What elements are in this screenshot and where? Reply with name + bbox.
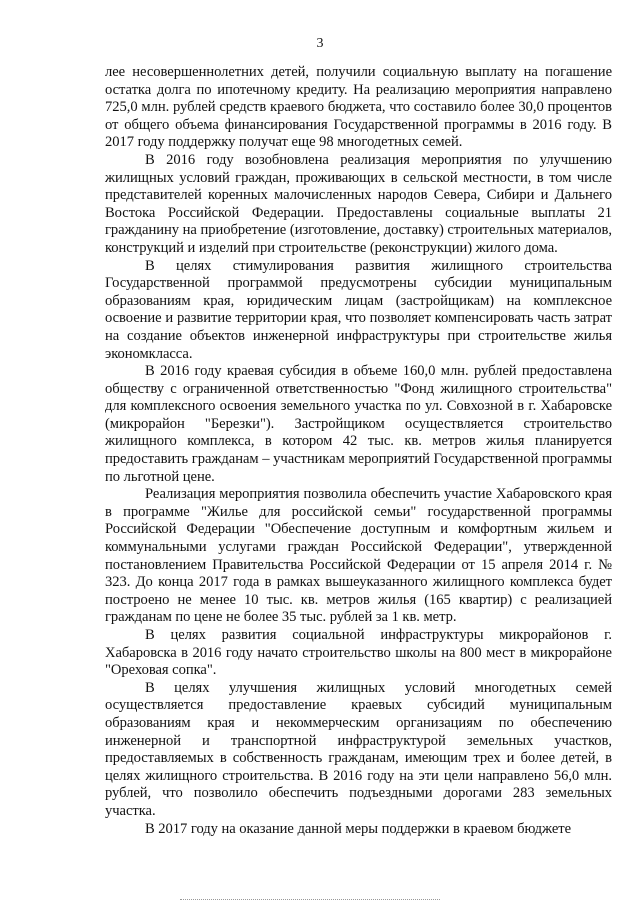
paragraph-rural-housing: В 2016 году возобновлена реализация мероприятия по улучшению жилищных условий граждан, проживающих в сельской местности, в том числе представителей коренных малочисленных народов Севера, Сибири и Дальнего Востока Российской Федерации. Предоставлены социальные выплаты 21 гражданину на приобретение (изготовление, доставку) строительных материалов, конструкций и изделий при строительстве (реконструкции) жилого дома. <box>105 151 612 256</box>
paragraph-large-families-infrastructure: В целях улучшения жилищных условий многодетных семей осуществляется предоставление краевых субсидий муниципальным образованиям края и некоммерческим организациям по обеспечению инженерной и транспортной инфраструктурой земельных участков, предоставляемых в собственность гражданам, имеющим трех и более детей, в целях жилищного строительства. В 2016 году на эти цели направлено 56,0 млн. рублей, что позволило обеспечить подъездными дорогами 283 земельных участка. <box>105 679 612 819</box>
paragraph-program-participation: Реализация мероприятия позволила обеспечить участие Хабаровского края в программе "Жилье для российской семьи" государственной программы Российской Федерации "Обеспечение доступным и комфортным жильем и коммунальными услугами граждан Российской Федерации", утвержденной постановлением Правительства Российской Федерации от 15 апреля 2014 г. № 323. До конца 2017 года в рамках вышеуказанного жилищного комплекса будет построено не менее 10 тыс. кв. метров жилья (165 квартир) с реализацией гражданам по цене не более 35 тыс. рублей за 1 кв. метр. <box>105 486 612 626</box>
paragraph-2017-budget: В 2017 году на оказание данной меры поддержки в краевом бюджете <box>145 820 571 837</box>
paragraph-continuation: лее несовершеннолетних детей, получили социальную выплату на погашение остатка долга по ипотечному кредиту. На реализацию мероприятия направлено 725,0 млн. рублей средств краевого бюджета, что составило более 30,0 процентов от общего объема финансирования Государственной программы в 2016 году. В 2017 году поддержку получат еще 98 многодетных семей. <box>105 64 612 151</box>
page-number: 3 <box>316 36 324 51</box>
paragraph-housing-construction-subsidies: В целях стимулирования развития жилищного строительства Государственной программой предусмотрены субсидии муниципальным образованиям края, юридическим лицам (застройщикам) на комплексное освоение и развитие территории края, что позволяет компенсировать часть затрат на создание объектов инженерной инфраструктуры при строительстве жилья экономкласса. <box>105 257 612 362</box>
body-text <box>105 64 612 838</box>
scan-artifact <box>180 899 440 901</box>
paragraph-regional-subsidy-2016: В 2016 году краевая субсидия в объеме 160,0 млн. рублей предоставлена обществу с ограниченной ответственностью "Фонд жилищного строительства" для комплексного освоения земельного участка по ул. Совхозной в г. Хабаровске (микрорайон "Березки"). Застройщиком осуществляется строительство жилищного комплекса, в котором 42 тыс. кв. метров жилья планируется предоставить гражданам – участникам мероприятий Государственной программы по льготной цене. <box>105 363 612 485</box>
paragraph-school-construction: В целях развития социальной инфраструктуры микрорайонов г. Хабаровска в 2016 году начато строительство школы на 800 мест в микрорайоне "Ореховая сопка". <box>105 627 612 679</box>
